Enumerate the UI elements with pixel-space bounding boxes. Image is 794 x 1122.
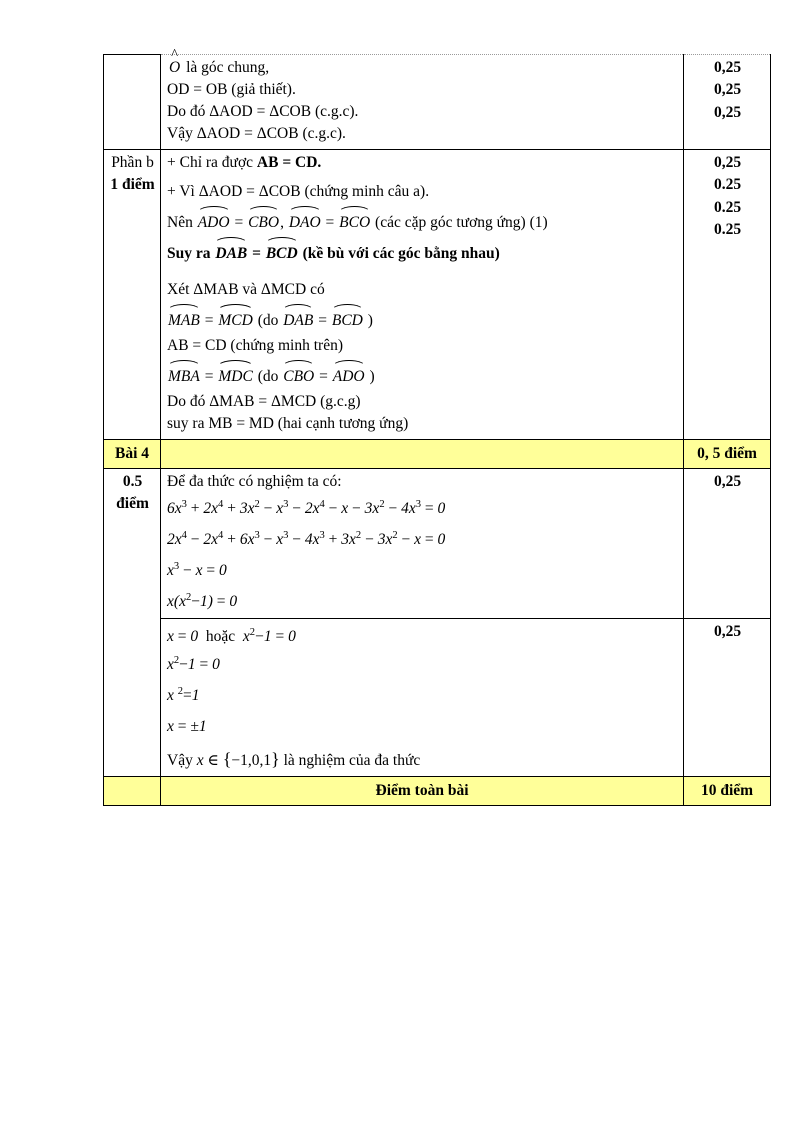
- equation: x $^2$=1: [167, 685, 200, 705]
- answer-line-angles: [167, 308, 678, 332]
- angle-symbol: DAO: [288, 212, 322, 234]
- answer-line: Do đó ΔMAB = ΔMCD (g.c.g): [167, 393, 361, 410]
- row-label-cell-part-b: [104, 150, 161, 440]
- table-row: [104, 150, 771, 440]
- answer-line-angles: [167, 364, 678, 388]
- answer-line-text: (do: [253, 368, 283, 385]
- equation: $x^3 - x = 0$: [167, 561, 227, 580]
- part-points-value: 0.5: [122, 473, 143, 490]
- equals-sign: =: [200, 368, 218, 385]
- equation: $2x^4 - 2x^4 + 6x^3 - x^3 - 4x^3 + 3x^2 - 3x^2 - x = 0$: [167, 530, 446, 549]
- answer-line-text: là nghiệm của đa thức: [279, 752, 421, 770]
- score-value: 0,25: [713, 622, 742, 640]
- total-label-empty: [104, 777, 161, 806]
- row-label-cell-part-a: [104, 55, 161, 150]
- row-score-cell-bai4-part2: [684, 618, 771, 777]
- angle-symbol: MAB: [167, 310, 201, 332]
- separator: ,: [280, 214, 288, 231]
- table-row-bai4-header: [104, 440, 771, 469]
- equation: x = 0 hoặc $x^2-1 = 0$: [167, 626, 296, 645]
- solution-set: x ∈ {−1,0,1}: [196, 749, 280, 770]
- answer-line-angles: [167, 210, 678, 234]
- answer-line-text: ): [365, 368, 375, 385]
- score-value: 0,25: [713, 59, 742, 76]
- equals-sign: =: [314, 312, 331, 329]
- angle-o-symbol: ^ O: [167, 57, 182, 79]
- angle-symbol: BCO: [338, 212, 371, 234]
- angle-symbol: MBA: [167, 366, 201, 388]
- row-body-cell-bai4-part1: [161, 469, 684, 619]
- equals-sign: =: [248, 245, 265, 262]
- angle-symbol: ADO: [332, 366, 366, 388]
- score-value: 0,25: [713, 154, 742, 171]
- answer-line-text: (kề bù với các góc bằng nhau): [298, 245, 500, 262]
- part-label: Phần b: [111, 154, 154, 171]
- angle-symbol: MDC: [217, 366, 253, 388]
- equals-sign: =: [200, 312, 218, 329]
- answer-line: Để đa thức có nghiệm ta có:: [167, 473, 342, 490]
- angle-symbol: DAB: [282, 310, 314, 332]
- answer-line: + Vì ΔAOD = ΔCOB (chứng minh câu a).: [167, 183, 430, 200]
- answer-line: suy ra MB = MD (hai cạnh tương ứng): [167, 415, 409, 432]
- equation: $x^2-1 = 0$: [167, 654, 220, 673]
- row-body-cell-part-a: [161, 55, 684, 150]
- angle-symbol: DAB: [214, 243, 248, 265]
- equation: x = ±1: [167, 718, 207, 736]
- equals-sign: =: [315, 368, 332, 385]
- equation: [167, 747, 678, 772]
- answer-line-text: là góc chung,: [182, 59, 270, 76]
- answer-line-text: (các cặp góc tương ứng) (1): [371, 214, 548, 231]
- total-label: Điểm toàn bài: [161, 777, 684, 806]
- angle-symbol: CBO: [282, 366, 315, 388]
- answer-line-angles: [167, 241, 678, 265]
- table-row: [104, 469, 771, 619]
- angle-symbol: ADO: [197, 212, 231, 234]
- answer-key-table: [103, 54, 771, 806]
- row-score-cell-bai4-part1: [684, 469, 771, 619]
- table-row: [104, 55, 771, 150]
- angle-symbol: BCD: [265, 243, 299, 265]
- table-row-total: [104, 777, 771, 806]
- answer-line: Do đó ΔAOD = ΔCOB (c.g.c).: [167, 103, 359, 120]
- row-body-cell-part-b: [161, 150, 684, 440]
- answer-line: [167, 57, 678, 79]
- angle-symbol: MCD: [217, 310, 253, 332]
- answer-line: [167, 152, 678, 174]
- equals-sign: =: [321, 214, 339, 231]
- row-label-cell-bai4: [104, 469, 161, 777]
- angle-symbol: CBO: [247, 212, 280, 234]
- angle-symbol: BCD: [331, 310, 364, 332]
- part-points-unit: điểm: [116, 495, 149, 512]
- row-score-cell-part-a: [684, 55, 771, 150]
- total-score: 10 điểm: [684, 777, 771, 806]
- answer-line: Xét ΔMAB và ΔMCD có: [167, 281, 325, 298]
- bai4-score: 0, 5 điểm: [684, 440, 771, 469]
- score-value: 0,25: [713, 103, 742, 121]
- equals-sign: =: [230, 214, 248, 231]
- row-body-cell-bai4-part2: [161, 618, 684, 777]
- score-value: 0,25: [713, 81, 742, 99]
- answer-line: AB = CD (chứng minh trên): [167, 337, 343, 354]
- answer-line-text: (do: [253, 312, 283, 329]
- answer-line: OD = OB (giả thiết).: [167, 81, 296, 98]
- answer-line-text: ): [363, 312, 373, 329]
- table-row: [104, 618, 771, 777]
- bai4-label: Bài 4: [104, 440, 161, 469]
- equation: $x(x^2-1) = 0$: [167, 592, 238, 611]
- answer-line-bold: AB = CD.: [256, 154, 322, 171]
- score-value: 0.25: [713, 176, 742, 194]
- answer-line-text: Nên: [167, 214, 197, 231]
- bai4-body: [161, 440, 684, 469]
- part-points: 1 điểm: [110, 176, 155, 193]
- score-value: 0.25: [713, 221, 742, 239]
- equation: $6x^3 + 2x^4 + 3x^2 - x^3 - 2x^4 - x - 3x^2 - 4x^3 = 0$: [167, 499, 446, 518]
- row-score-cell-part-b: [684, 150, 771, 440]
- score-value: 0,25: [713, 473, 742, 490]
- answer-line-text: Vậy: [167, 752, 197, 770]
- answer-line-text: + Chỉ ra được: [167, 154, 257, 171]
- answer-line-text: Suy ra: [167, 245, 215, 262]
- score-value: 0.25: [713, 198, 742, 216]
- answer-line: Vậy ΔAOD = ΔCOB (c.g.c).: [167, 125, 346, 142]
